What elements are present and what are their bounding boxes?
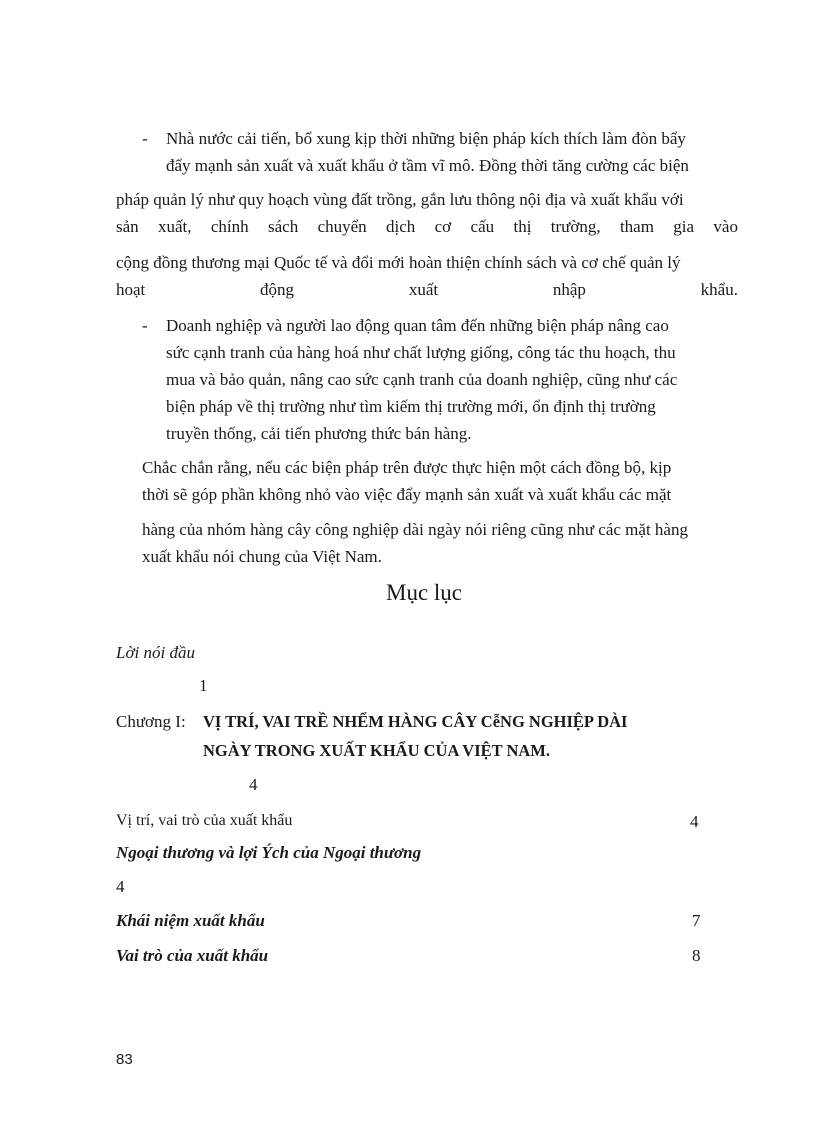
toc-chapter1-prefix: Chương I:	[116, 712, 186, 731]
toc-entry-label: Vai trò của xuất khẩu	[116, 946, 269, 965]
word: gia	[673, 217, 695, 236]
bullet1-line5: cộng đồng thương mại Quốc tế và đổi mới hoàn thiện chính sách và cơ chế quản lý	[116, 253, 681, 272]
bullet2-line2: sức cạnh tranh của hàng hoá như chất lượng giống, công tác thu hoạch, thu	[166, 343, 676, 362]
bullet-marker: -	[142, 316, 148, 335]
word: khẩu.	[700, 280, 738, 299]
word: sách	[268, 217, 299, 236]
conclusion-line4: xuất khẩu nói chung của Việt Nam.	[142, 547, 382, 566]
word: thị	[513, 217, 532, 236]
word: nhập	[552, 280, 586, 299]
toc-preface-label: Lời nói đầu	[116, 643, 195, 662]
bullet2-line3: mua và bảo quản, nâng cao sức cạnh tranh của doanh nghiệp, cũng như các	[166, 370, 678, 389]
toc-chapter1-title-line2: NGÀY TRONG XUẤT KHẨU CỦA VIỆT NAM.	[203, 741, 550, 760]
conclusion-line1: Chắc chắn rằng, nếu các biện pháp trên được thực hiện một cách đồng bộ, kịp	[142, 458, 672, 477]
toc-preface-page: 1	[199, 676, 208, 695]
toc-entry-page: 4	[690, 812, 699, 831]
word: chuyển	[317, 217, 367, 236]
toc-entry-page: 8	[692, 946, 701, 965]
toc-entry-label: Ngoại thương và lợi Ých của Ngoại thương	[116, 843, 422, 862]
word: tham	[619, 217, 654, 236]
toc-entry-page: 4	[116, 877, 125, 896]
bullet2-line5: truyền thống, cải tiến phương thức bán hàng.	[166, 424, 472, 443]
conclusion-line2: thời sẽ góp phần không nhỏ vào việc đẩy mạnh sản xuất và xuất khẩu các mặt	[142, 485, 672, 504]
word: động	[260, 280, 295, 299]
bullet1-line4	[116, 217, 738, 237]
page-number: 83	[116, 1051, 133, 1068]
bullet2-line1: Doanh nghiệp và người lao động quan tâm đến những biện pháp nâng cao	[166, 316, 669, 335]
toc-entry-page: 7	[692, 911, 701, 930]
bullet1-line6	[116, 280, 738, 300]
conclusion-line3: hàng của nhóm hàng cây công nghiệp dài ngày nói riêng cũng như các mặt hàng	[142, 520, 688, 539]
word: cấu	[470, 217, 495, 236]
bullet2-line4: biện pháp về thị trường như tìm kiếm thị trường mới, ổn định thị trường	[166, 397, 656, 416]
toc-entry-label: Khái niệm xuất khẩu	[116, 911, 265, 930]
word: xuất,	[158, 217, 192, 236]
word: sản	[116, 217, 139, 236]
word: vào	[713, 217, 738, 236]
bullet1-line1: Nhà nước cải tiến, bổ xung kịp thời những biện pháp kích thích làm đòn bẩy	[166, 129, 686, 148]
word: dịch	[386, 217, 416, 236]
word: trường,	[550, 217, 601, 236]
word: cơ	[434, 217, 452, 236]
word: chính	[210, 217, 249, 236]
toc-entry-label: Vị trí, vai trò của xuất khẩu	[116, 812, 293, 829]
toc-chapter1-page: 4	[249, 775, 258, 794]
word: hoạt	[116, 280, 146, 299]
toc-chapter1-title-line1: VỊ TRÍ, VAI TRỀ NHỂM HÀNG CÂY CễNG NGHIỆP DÀI	[203, 712, 628, 731]
bullet1-line2: đẩy mạnh sản xuất và xuất khẩu ở tầm vĩ mô. Đồng thời tăng cường các biện	[166, 156, 689, 175]
bullet-marker: -	[142, 129, 148, 148]
bullet1-line3: pháp quản lý như quy hoạch vùng đất trồng, gắn lưu thông nội địa và xuất khẩu với	[116, 190, 684, 209]
toc-title: Mục lục	[386, 580, 463, 605]
word: xuất	[408, 280, 439, 299]
